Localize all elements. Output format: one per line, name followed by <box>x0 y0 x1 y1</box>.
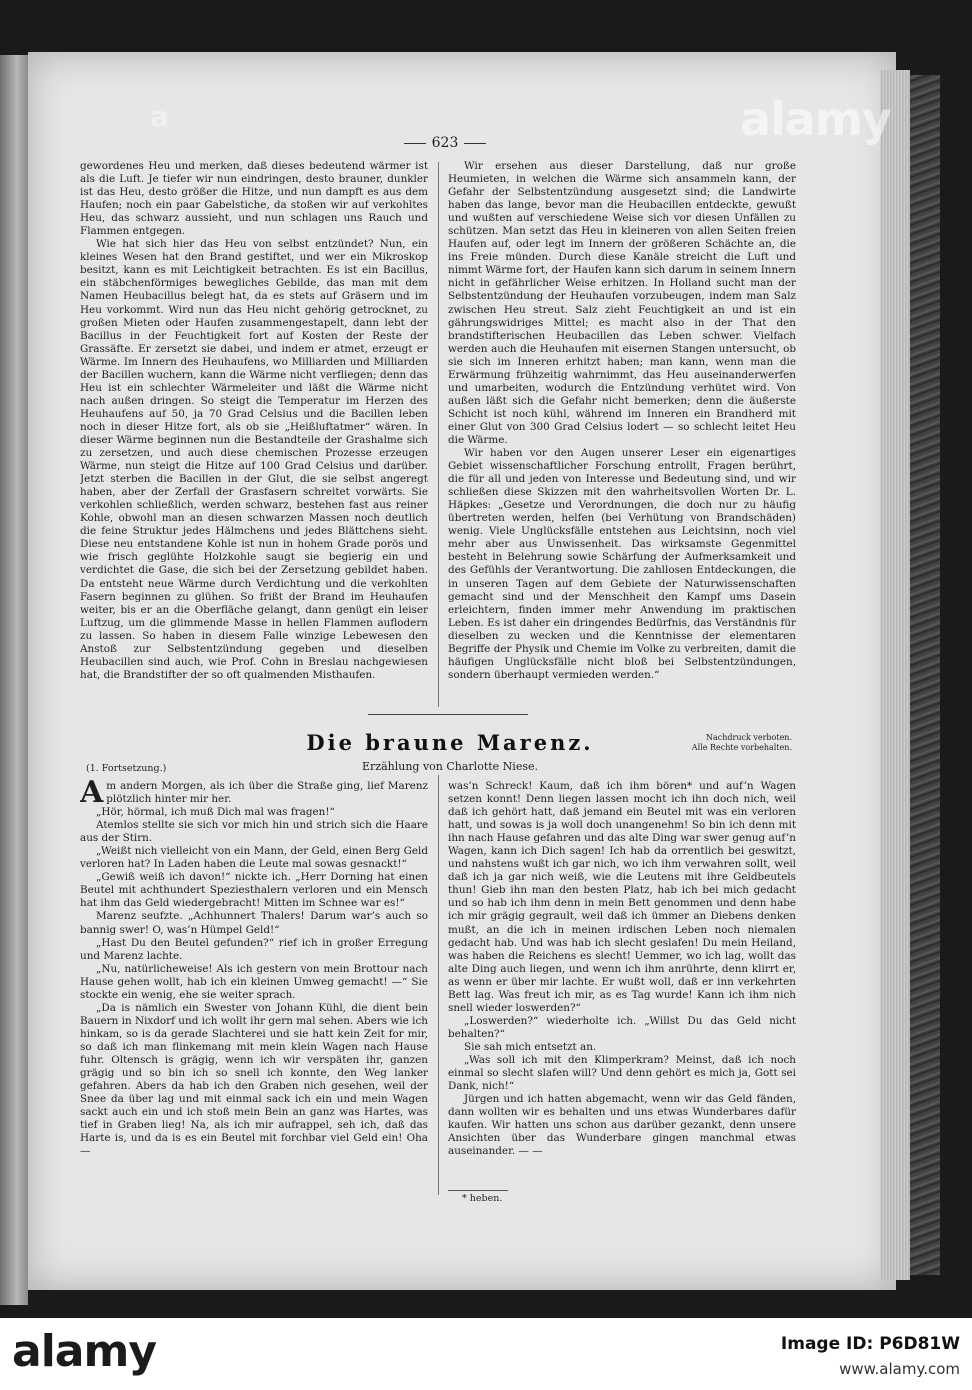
image-info <box>781 1334 960 1378</box>
rights-note-line: Alle Rechte vorbehalten. <box>691 743 792 752</box>
previous-page-edge <box>0 55 28 1305</box>
paragraph: was’n Schreck! Kaum, daß ich ihm bören* und auf’n Wagen setzen konnt! Denn liegen lassen mocht ich ihn doch nich, weil daß ich gehört hatt, daß jemand ein Beutel mit was ein verloren hatt, und sowas is ja woll doch unangenehm! So bin ich denn mit ihn nach Hause gefahren und das alte Ding war swer genug auf’n Wagen, kann ich Dich sagen! Ich hab da orrentlich bei geswitzt, und nahstens wußt ich gar nich, wo ich ihm verwahren sollt, weil daß ich ja gar nich weiß, wie die Leutens mit ihre Geldbeutels thun! Gieb ihn man den besten Platz, hab ich bei mich gedacht und so hab ich ihm denn in mein Bett genommen und denn habe ich mir grägig gegrault, weil daß ich ümmer an Diebens denken mußt, an die ich in meinen irdischen Leben noch niemalen gedacht hab. Und was hab ich slecht geslafen! Du mein Heiland, was haben die Reichens es slecht! Uemmer, wo ich lag, wollt das alte Ding auch liegen, und wenn ich ihm anrührte, denn klirrt er, as wenn er über mir lachte. Er wußt woll, daß er inn verkehrten Bett lag. Was freut ich mir, as es Tag wurde! Kann ich ihm nich snell wieder loswerden?“ <box>448 780 796 1014</box>
stock-footer <box>0 1318 972 1390</box>
page-number-text: 623 <box>431 135 459 151</box>
site-url[interactable]: www.alamy.com <box>839 1360 960 1378</box>
paragraph: „Hast Du den Beutel gefunden?“ rief ich in großer Erregung und Marenz lachte. <box>80 936 428 962</box>
continuation-label: (1. Fortsetzung.) <box>86 763 167 774</box>
story-column-right <box>448 780 796 1190</box>
page-block-edges <box>880 70 910 1280</box>
paragraph: Atemlos stellte sie sich vor mich hin und strich sich die Haare aus der Stirn. <box>80 819 428 845</box>
paragraph: Sie sah mich entsetzt an. <box>464 1040 597 1053</box>
watermark-left: a <box>150 100 169 133</box>
footnote-rule <box>448 1190 508 1191</box>
paragraph: „Weißt nich vielleicht von ein Mann, der Geld, einen Berg Geld verloren hat? In Laden haben die Leute mal sowas gesnackt!“ <box>80 845 428 871</box>
paragraph: Marenz seufzte. „Achhunnert Thalers! Darum war’s auch so bannig swer! O, was’n Hümpel Geld!“ <box>80 910 428 936</box>
paragraph: „Loswerden?“ wiederholte ich. „Willst Du das Geld nicht behalten?“ <box>448 1014 796 1040</box>
paragraph: Wie hat sich hier das Heu von selbst entzündet? Nun, ein kleines Wesen hat den Brand gestiftet, und wer ein Mikroskop besitzt, kann es mit Leichtigkeit betrachten. Es ist ein Bacillus, ein stäbchenförmiges bewegliches Gebilde, das man mit dem Namen Heubacillus belegt hat, da es stets auf Gräsern und im Heu vorkommt. Wird nun das Heu nicht gehörig getrocknet, zu großen Mieten oder Haufen zusammengestapelt, dann lebt der Bacillus in der Feuchtigkeit fort auf Kosten der Reste der Grassäfte. Er zersetzt sie dabei, und indem er atmet, erzeugt er Wärme. Im Innern des Heuhaufens, wo Milliarden und Milliarden der Bacillen wuchern, kann die Wärme nicht verfliegen; denn das Heu ist ein schlechter Wärmeleiter und läßt die Wärme nicht nach außen dringen. So steigt die Temperatur im Herzen des Heuhaufens auf 50, ja 70 Grad Celsius und die Bacillen leben noch in dieser Hitze fort, als ob sie „Heißluftatmer“ wären. In dieser Wärme beginnen nun die Bestandteile der Grashalme sich zu zersetzen, und auch diese chemischen Prozesse erzeugen Wärme, nun steigt die Hitze auf 100 Grad Celsius und darüber. Jetzt sterben die Bacillen in der Glut, die sie selbst angeregt haben, aber der Zerfall der Grasfasern schreitet vorwärts. Sie verkohlen schließlich, werden schwarz, bestehen fast aus reiner Kohle, obwohl man an diesen schwarzen Massen noch deutlich die feine Struktur jedes Hälmchens und jedes Blättchens sieht. Diese neu entstandene Kohle ist nun in hohem Grade porös und wie frisch geglühte Holzkohle saugt sie begierig ein und verdichtet die Gase, die sich bei der Zersetzung gebildet haben. Da entsteht neue Wärme durch Verdichtung und die verkohlten Fasern beginnen zu glühen. So frißt der Brand im Heuhaufen weiter, bis er an die Oberfläche gelangt, dann genügt ein leiser Luftzug, um die glimmende Masse in hellen Flammen auflodern zu lassen. So haben in diesem Falle winzige Lebewesen den Anstoß zur Selbstentzündung gegeben und dieselben Heubacillen sind auch, wie Prof. Cohn in Breslau nachgewiesen hat, die Brandstifter der so oft qualmenden Misthaufen. <box>80 238 428 681</box>
column-divider <box>438 162 439 707</box>
article-column-left <box>80 160 428 708</box>
paragraph-text: m andern Morgen, als ich über die Straße ging, lief Marenz plötzlich hinter mir her. <box>106 780 428 806</box>
story-title: Die braune Marenz. <box>306 730 594 755</box>
paragraph: „Gewiß weiß ich davon!“ nickte ich. „Herr Dorning hat einen Beutel mit achthundert Speziesthalern verloren und ein Mensch hat ihm das Geld wiedergebracht! Mitten im Schnee war es!“ <box>80 871 428 910</box>
paragraph: „Nu, natürlicheweise! Als ich gestern von mein Brottour nach Hause gehen wollt, hab ich ein kleinen Umweg gemacht! —“ Sie stockte ein wenig, ehe sie weiter sprach. <box>80 962 428 1001</box>
drop-cap: A <box>80 780 104 810</box>
column-divider <box>438 775 439 1195</box>
footnote: * heben. <box>462 1193 503 1204</box>
page-number <box>360 135 530 151</box>
paragraph: gewordenes Heu und merken, daß dieses bedeutend wärmer ist als die Luft. Je tiefer wir nun eindringen, desto brauner, dunkler ist das Heu, desto größer die Hitze, und nun dampft es aus dem Haufen; noch ein paar Gabelstiche, da stoßen wir auf verkohltes Heu, das schwarz aussieht, und nun schlagen uns Rauch und Flammen entgegen. <box>80 160 428 238</box>
paragraph: „Hör, hörmal, ich muß Dich mal was fragen!“ <box>96 806 335 819</box>
section-divider <box>368 714 528 715</box>
paragraph: Jürgen und ich hatten abgemacht, wenn wir das Geld fänden, dann wollten wir es behalten und uns etwas Wunderbares dafür kaufen. Wir hatten uns schon aus darüber gezankt, denn unsere Ansichten über das Wunderbare gingen manchmal etwas auseinander. — — <box>448 1093 796 1158</box>
image-id: Image ID: P6D81W <box>780 1334 960 1354</box>
paragraph: Wir haben vor den Augen unserer Leser ein eigenartiges Gebiet wissenschaftlicher Forschung entrollt, Fragen berührt, die für all und jeden von Interesse und Bedeutung sind, und wir schließen diese Skizzen mit den wahrheitsvollen Worten Dr. L. Häpkes: „Gesetze und Verordnungen, die doch nur zu häufig übertreten werden, helfen (bei Verhütung von Brandschäden) wenig. Viele Unglücksfälle entstehen aus Leichtsinn, noch viel mehr aber aus Unwissenheit. Das wirksamste Gegenmittel besteht in Belehrung sowie Schärfung der Aufmerksamkeit und des Gefühls der Verantwortung. Die zahllosen Entdeckungen, die in unseren Tagen auf dem Gebiete der Naturwissenschaften gemacht sind und der Menschheit den Kampf ums Dasein erleichtern, finden immer mehr Anwendung im praktischen Leben. Es ist daher ein dringendes Bedürfnis, das Verständnis für dieselben zu wecken und die Kenntnisse der elementaren Begriffe der Physik und Chemie im Volke zu verbreiten, damit die häufigen Unglücksfälle nicht bloß bei Selbstentzündungen, sondern überhaupt vermieden werden.“ <box>448 447 796 681</box>
watermark-top: alamy <box>740 92 891 146</box>
paragraph <box>80 780 428 810</box>
article-column-right <box>448 160 796 708</box>
rights-note-line: Nachdruck verboten. <box>705 733 792 742</box>
story-subtitle: Erzählung von Charlotte Niese. <box>362 760 538 773</box>
story-column-left <box>80 780 428 1198</box>
paragraph: „Was soll ich mit den Klimperkram? Meinst, daß ich noch einmal so slecht slafen will? Und denn gehört es mich ja, Gott sei Dank, nich!“ <box>448 1053 796 1093</box>
paragraph: Wir ersehen aus dieser Darstellung, daß nur große Heumieten, in welchen die Wärme sich ansammeln kann, der Gefahr der Selbstentzündung ausgesetzt sind; die Landwirte haben das lange, bevor man die Heubacillen entdeckte, gewußt und wußten auf verschiedene Weise sich vor diesen Unfällen zu schützen. Man setzt das Heu in kleineren von allen Seiten freien Haufen auf, oder legt im Innern der größeren Schächte an, die ins Freie münden. Durch diese Kanäle streicht die Luft und nimmt Wärme fort, der Haufen kann sich darum in seinem Innern nicht in gefährlicher Weise erhitzen. In Holland sucht man der Selbstentzündung der Heuhaufen vorzubeugen, indem man Salz zwischen Heu streut. Salz zieht Feuchtigkeit an und ist ein gährungswidriges Mittel; es macht also in der That den brandstifterischen Heubacillen das Leben schwer. Vielfach werden auch die Heuhaufen mit eisernen Stangen untersucht, ob sie sich im Inneren erhitzt haben; man kann, wenn man die Erwärmung frühzeitig wahrnimmt, das Heu auseinanderwerfen und umarbeiten, wodurch die Entzündung verhütet wird. Von außen läßt sich die Gefahr nicht bemerken; denn die äußerste Schicht ist noch kühl, während im Inneren ein Brandherd mit einer Glut von 300 Grad Celsius lodert — so schlecht leitet Heu die Wärme. <box>448 160 796 446</box>
book-cover <box>910 75 940 1275</box>
alamy-logo[interactable]: alamy <box>12 1326 156 1377</box>
paragraph: „Da is nämlich ein Swester von Johann Kühl, die dient bein Bauern in Nixdorf und ich wollt ihr gern mal sehen. Abers wie ich hinkam, so is da gerade Slachterei und sie hatt kein Zeit for mir, so daß ich man flinkemang mit mein klein Wagen nach Hause fuhr. Oltensch is grägig, wenn ich wir verspäten ihr, ganzen grägig und so bin ich so snell ich konnte, den Weg lanker gefahren. Abers da hab ich den Graben nich gesehen, weil der Snee da über lag und mit einmal sack ich ein und mein Wagen sackt auch ein und ich stoß mein Bein an ganz was Hartes, was tief in Graben lieg! Na, als ich mir aufrappel, seh ich, daß das Harte is, und da is es ein Beutel mit forchbar viel Geld ein! Oha — <box>80 1001 428 1158</box>
rights-note <box>672 733 792 753</box>
